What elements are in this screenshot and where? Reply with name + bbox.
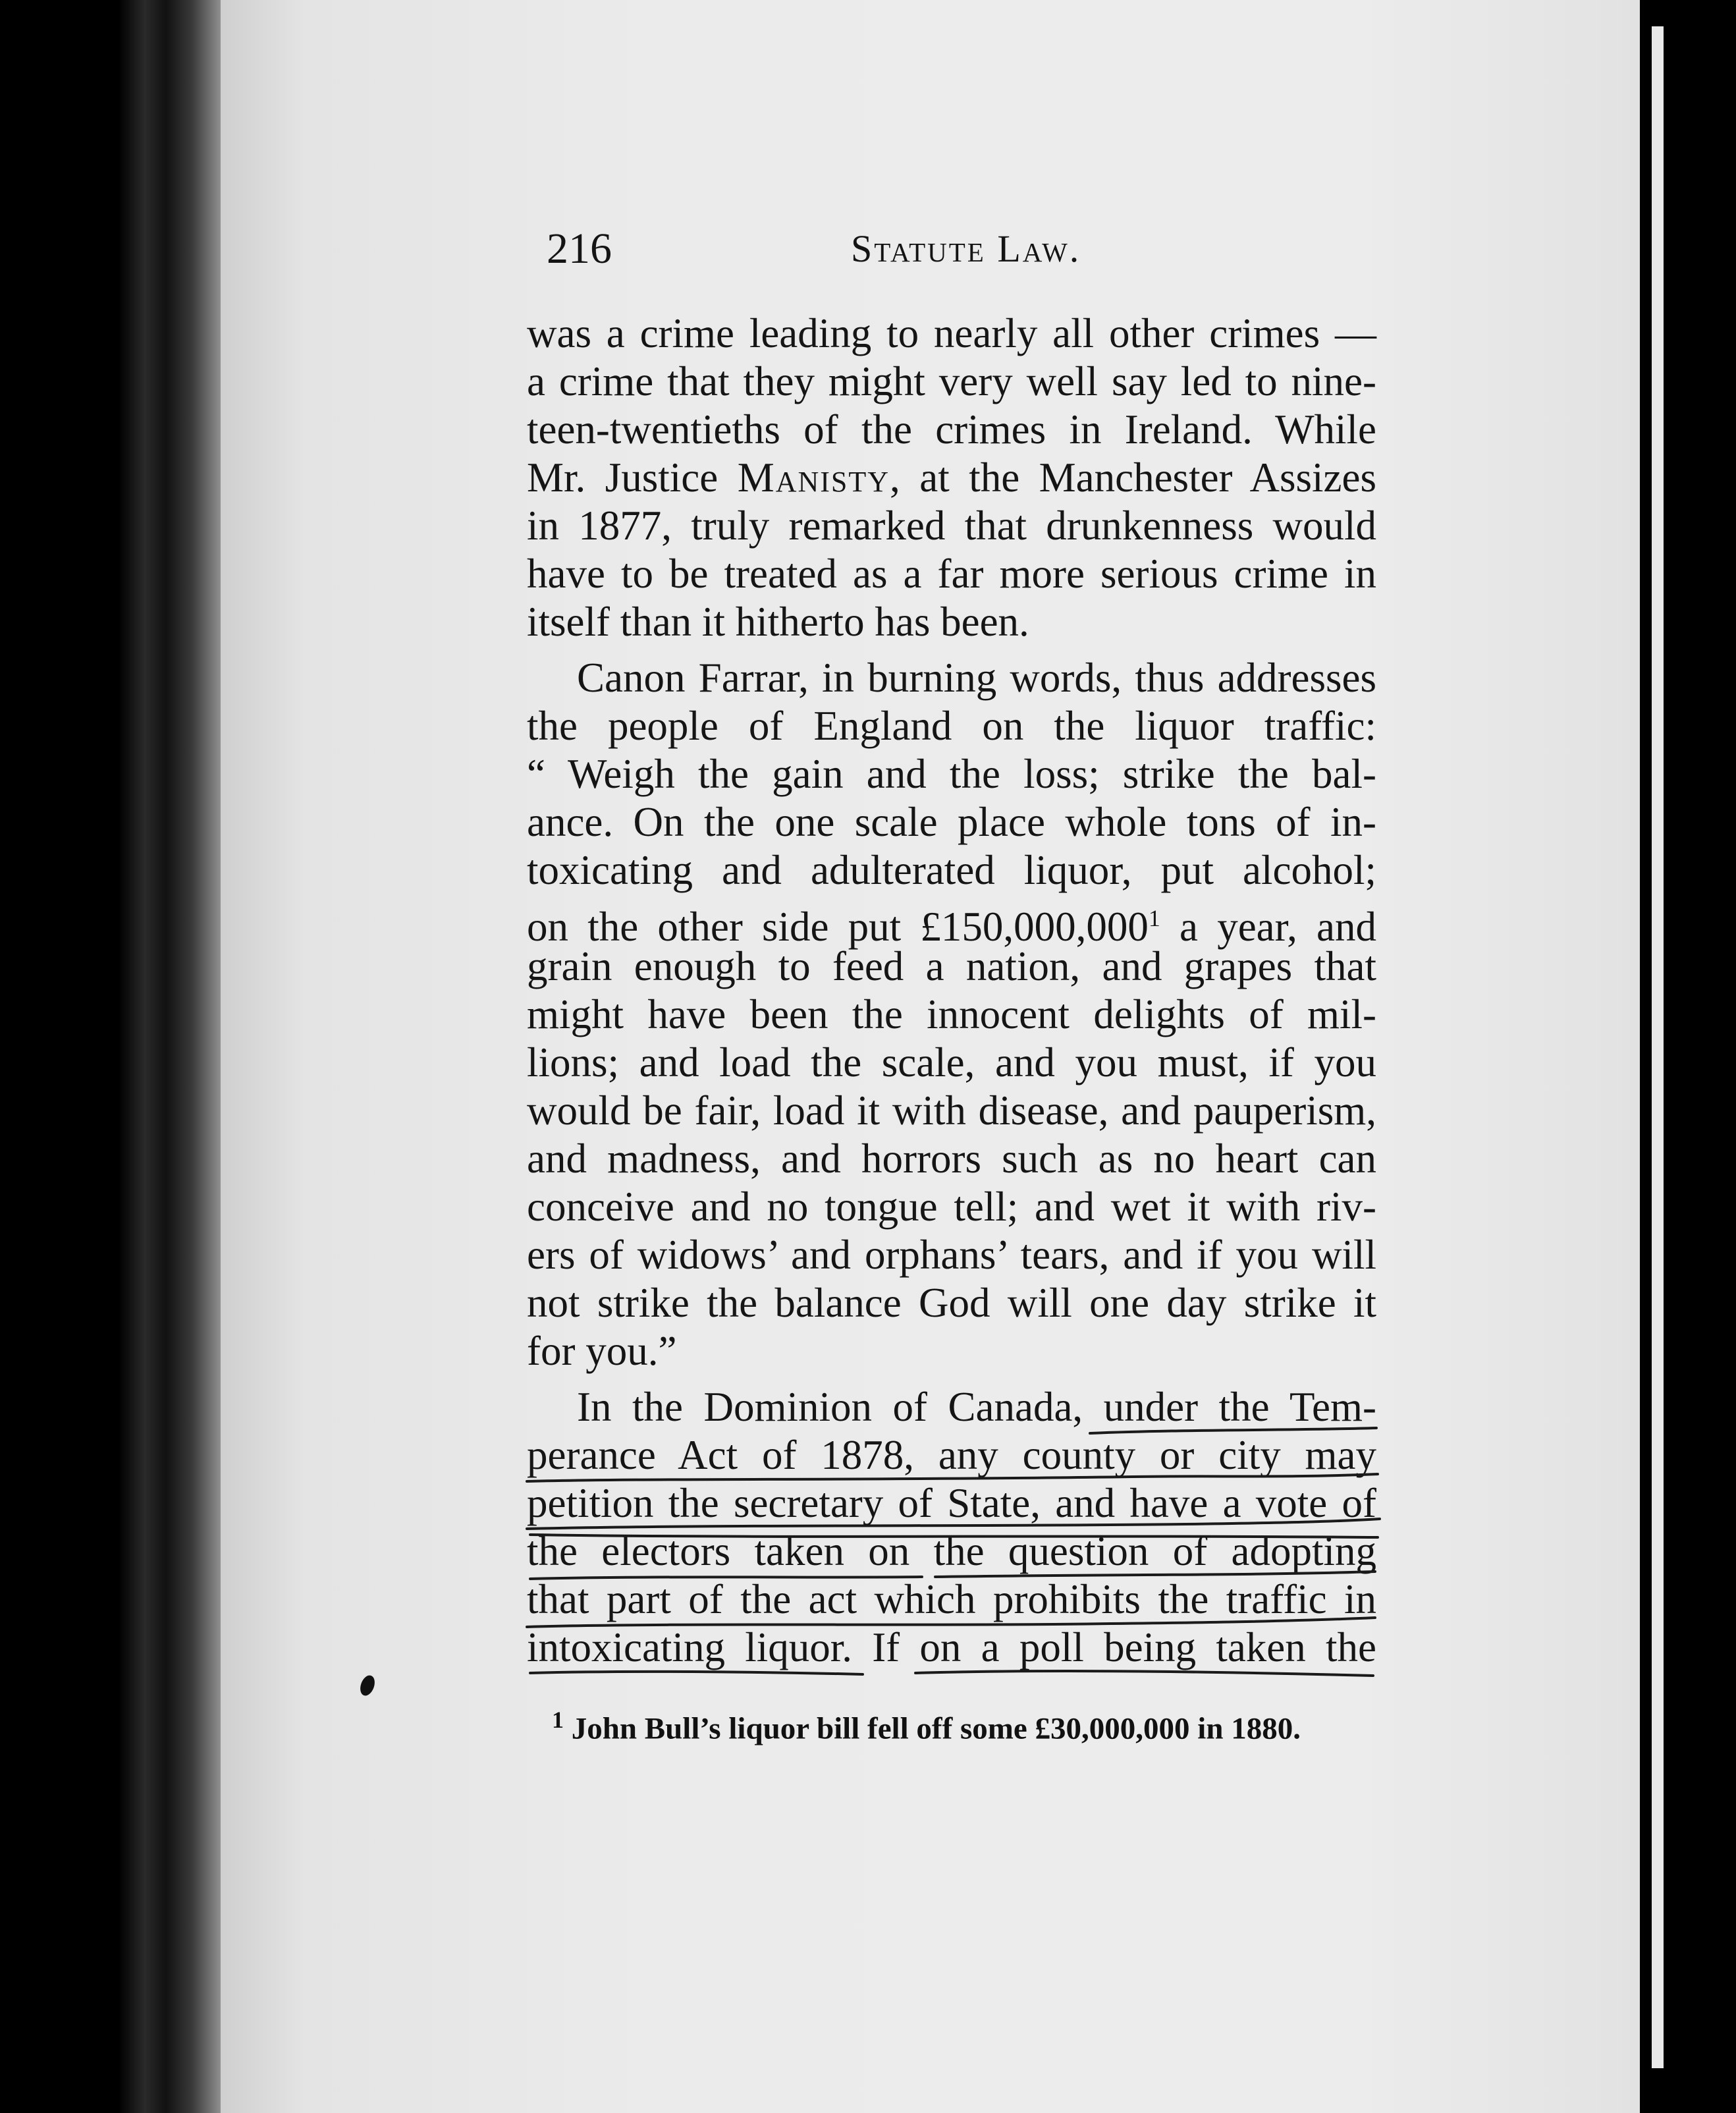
text-line: ance. On the one scale place whole tons of in-	[527, 799, 1376, 845]
text-line: ers of widows’ and orphans’ tears, and if you will	[527, 1232, 1376, 1278]
running-header	[547, 217, 1370, 290]
text-line: In the Dominion of Canada, under the Tem-	[577, 1384, 1376, 1430]
book-gutter-edge	[119, 0, 224, 2113]
footnote	[552, 1706, 1369, 1747]
text-line: “ Weigh the gain and the loss; strike the bal-	[527, 751, 1376, 797]
body-text	[527, 310, 1376, 1680]
text-line: teen-twentieths of the crimes in Ireland. While	[527, 406, 1376, 453]
text-line: on the other side put £150,000,000$^1$ a year, and	[527, 904, 1376, 950]
text-line: Canon Farrar, in burning words, thus addresses	[577, 655, 1376, 701]
paragraph	[527, 1383, 1376, 1672]
text-line: a crime that they might very well say led to nine-	[527, 358, 1376, 404]
paragraph	[527, 310, 1376, 646]
text-line: have to be treated as a far more serious crime in	[527, 551, 1376, 597]
text-line: would be fair, load it with disease, and pauperism,	[527, 1087, 1376, 1134]
page-number: 216	[547, 225, 612, 273]
text-line: the electors taken on the question of adopting	[527, 1528, 1376, 1574]
text-line: and madness, and horrors such as no heart can	[527, 1136, 1376, 1182]
text-line: conceive and no tongue tell; and wet it with riv-	[527, 1184, 1376, 1230]
text-line: toxicating and adulterated liquor, put alcohol;	[527, 847, 1376, 893]
text-line: for you.”	[527, 1328, 677, 1374]
text-line: Mr. Justice Manisty, at the Manchester Assizes	[527, 454, 1376, 501]
footnote-text: John Bull’s liquor bill fell off some £30,000,000 in 1880.	[571, 1711, 1301, 1746]
text-line: intoxicating liquor. If on a poll being taken the	[527, 1624, 1376, 1670]
facing-page-edge	[1640, 0, 1736, 2113]
text-line: was a crime leading to nearly all other crimes —	[527, 310, 1376, 356]
running-title: Statute Law.	[851, 227, 1081, 270]
paragraph	[527, 654, 1376, 1375]
text-line: lions; and load the scale, and you must, if you	[527, 1039, 1376, 1085]
text-line: grain enough to feed a nation, and grapes that	[527, 943, 1376, 989]
footnote-ref: 1	[1148, 905, 1160, 931]
text-line: might have been the innocent delights of mil-	[527, 991, 1376, 1037]
text-line: not strike the balance God will one day strike it	[527, 1280, 1376, 1326]
text-line: petition the secretary of State, and have a vote of	[527, 1480, 1376, 1526]
name-manisty: Manisty	[737, 454, 890, 501]
text-line: itself than it hitherto has been.	[527, 599, 1029, 645]
footnote-marker: 1	[552, 1707, 564, 1733]
text-line: the people of England on the liquor traffic:	[527, 703, 1376, 749]
text-line: perance Act of 1878, any county or city may	[527, 1432, 1376, 1478]
text-line: in 1877, truly remarked that drunkenness would	[527, 503, 1376, 549]
text-line: that part of the act which prohibits the traffic in	[527, 1576, 1376, 1622]
